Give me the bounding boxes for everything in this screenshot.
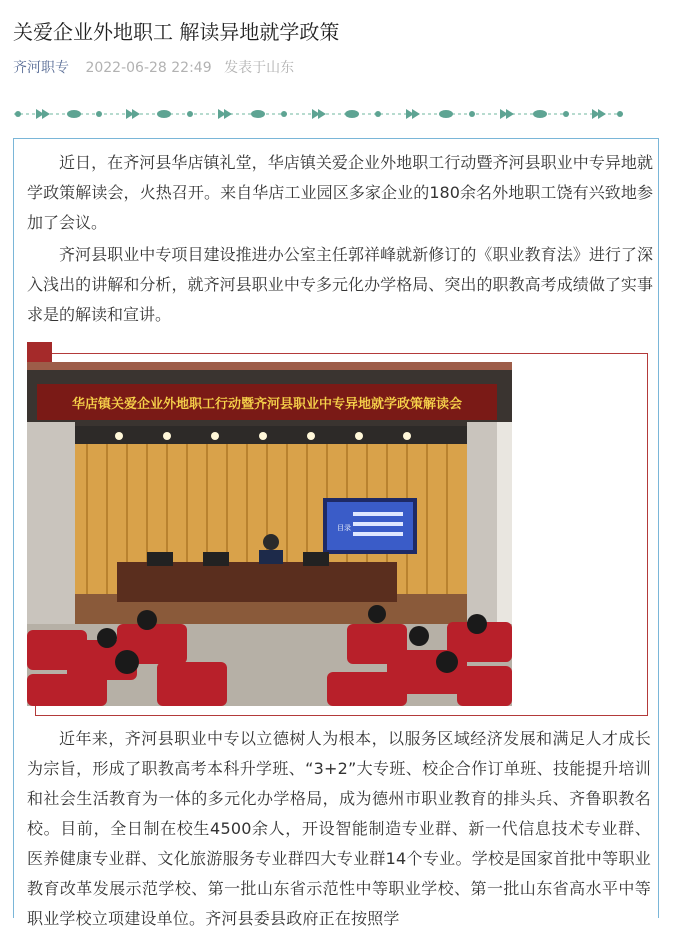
- meeting-photo[interactable]: [27, 362, 512, 706]
- article-title: 关爱企业外地职工 解读异地就学政策: [13, 20, 340, 44]
- decorative-divider: [14, 106, 625, 122]
- publish-time: 2022-06-28 22:49: [85, 60, 212, 76]
- paragraph-3: 近年来，齐河县职业中专以立德树人为根本，以服务区域经济发展和满足人才成长为宗旨，形成了职教高考本科升学班、“3+2”大专班、校企合作订单班、技能提升培训和社会生活教育为一体的多元化办学格局，成为德州市职业教育的排头兵、齐鲁职教名校。目前，全日制在校生4500余人，开设智能制造专业群、新一代信息技术专业群、医养健康专业群、文化旅游服务专业群四大专业群14个专业。学校是国家首批中等职业教育改革发展示范学校、第一批山东省示范性中等职业学校、第一批山东省高水平中等职业学校立项建设单位。齐河县委县政府正在按照学: [27, 729, 651, 928]
- paragraph-2: 齐河县职业中专项目建设推进办公室主任郭祥峰就新修订的《职业教育法》进行了深入浅出的讲解和分析，就齐河县职业中专多元化办学格局、突出的职教高考成绩做了实事求是的解读和宣讲。: [27, 245, 653, 324]
- screen-title: 目录: [337, 524, 351, 532]
- paragraph-1: 近日，在齐河县华店镇礼堂，华店镇关爱企业外地职工行动暨齐河县职业中专异地就学政策解读会，火热召开。来自华店工业园区多家企业的180余名外地职工饶有兴致地参加了会议。: [27, 153, 653, 232]
- banner-text: 华店镇关爱企业外地职工行动暨齐河县职业中专异地就学政策解读会: [71, 397, 463, 412]
- article-meta: [13, 58, 294, 78]
- account-name-link[interactable]: 齐河职专: [13, 60, 69, 76]
- publish-location: 发表于山东: [224, 60, 295, 76]
